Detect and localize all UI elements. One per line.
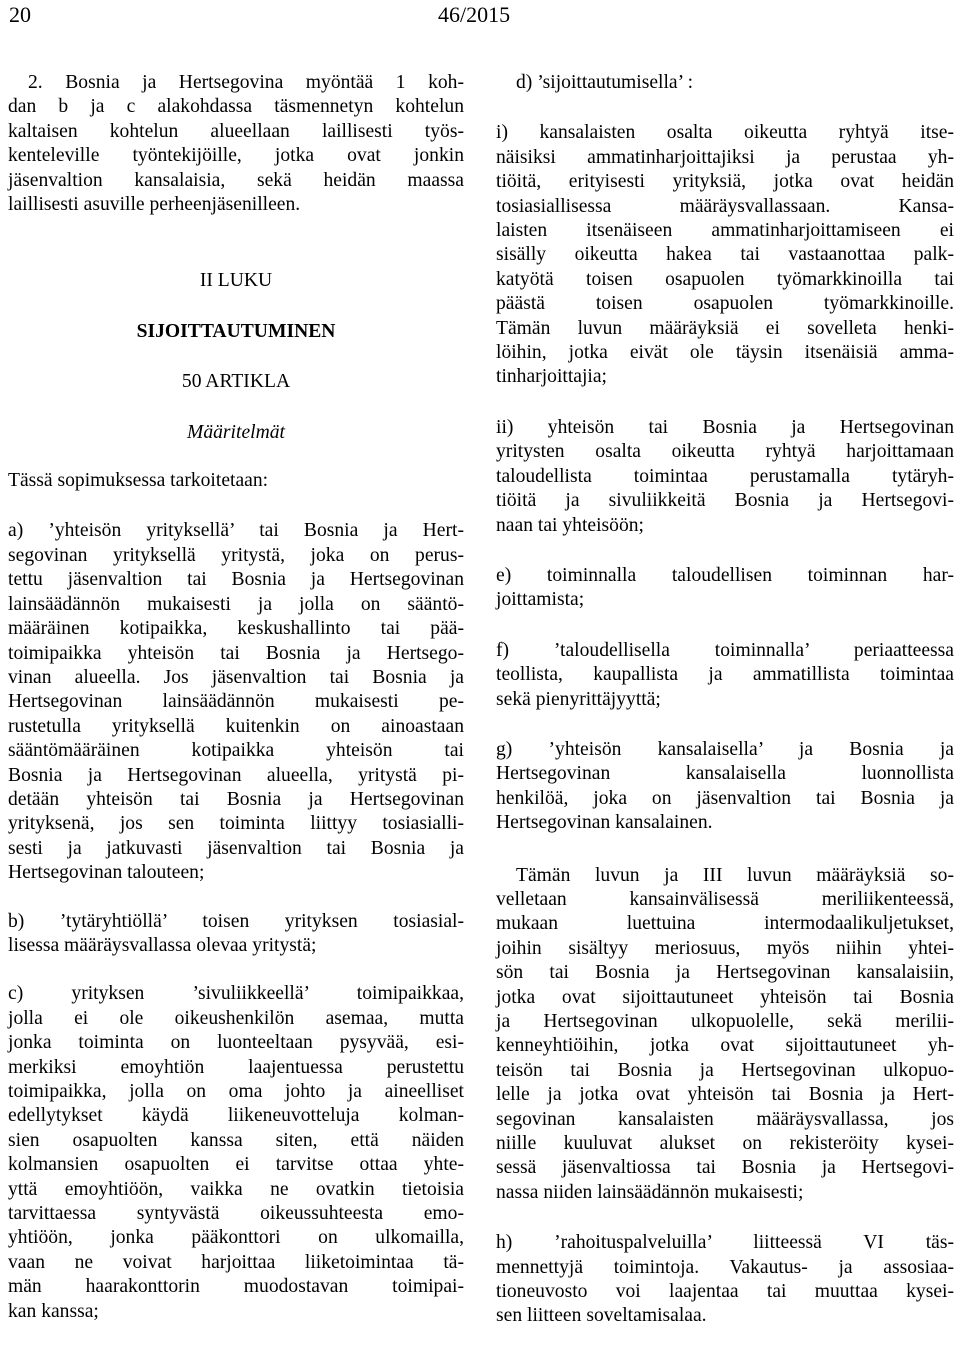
right-column — [496, 71, 954, 1329]
text-line: katyötä toisen osapuolen työmarkkinoilla tai — [496, 268, 954, 290]
text-line: e) toiminnalla taloudellisen toiminnan har- — [496, 564, 954, 586]
text-line: dan b ja c alakohdassa täsmennetyn kohtelun — [8, 96, 464, 118]
text-line: d) ’sijoittautumisella’ : — [516, 72, 694, 93]
publication-reference: 46/2015 — [438, 2, 511, 27]
item-e — [496, 564, 954, 613]
text-line: h) ’rahoituspalveluilla’ liitteessä VI täs- — [496, 1232, 954, 1254]
text-line: sisälly oikeutta hakea tai vastaanottaa palk- — [496, 244, 954, 266]
text-line: toimipaikka, jolla on oma johto ja aineelliset — [8, 1081, 464, 1102]
text-line: detään yhteisön tai Bosnia ja Hertsegovinan — [8, 788, 464, 810]
text-line: merkiksi emoyhtiön laajentuessa perustettu — [8, 1056, 464, 1078]
text-line: f) ’taloudellisella toiminnalla’ periaatteessa — [496, 639, 954, 661]
text-line: päästä toisen osapuolen työmarkkinoille. — [496, 293, 954, 315]
text-line: kenneyhtiöihin, jotka ovat sijoittautuneet yh- — [496, 1035, 954, 1057]
text-line: i) kansalaisten osalta oikeutta ryhtyä itse- — [496, 122, 954, 144]
text-line: tiöitä, erityisesti yrityksiä, jotka ovat heidän — [496, 171, 954, 193]
item-d-i — [496, 121, 954, 389]
text-line: a) ’yhteisön yrityksellä’ tai Bosnia ja Hert- — [8, 520, 464, 542]
chapter-heading: II LUKU — [199, 270, 273, 292]
text-line: lisessa määräysvallassa olevaa yritystä; — [8, 934, 317, 956]
text-line: sien osapuolten kanssa siten, että näiden — [8, 1129, 464, 1151]
text-line: Tässä sopimuksessa tarkoitetaan: — [8, 470, 269, 492]
text-line: kenteleville työntekijöille, jotka ovat jonkin — [8, 145, 464, 167]
text-line: laillisesti asuville perheenjäsenilleen. — [8, 194, 301, 216]
text-line: kolmansien osapuolten ei tarvitse ottaa yhte- — [8, 1154, 464, 1176]
text-line: sön tai Bosnia ja Hertsegovinan kansalaisiin, — [496, 962, 954, 984]
text-line: sessä jäsenvaltiossa tai Bosnia ja Hertsegovi- — [496, 1157, 954, 1179]
text-line: tioneuvosto voi laajentaa tai muuttaa kysei- — [496, 1281, 954, 1303]
text-line: teollista, kaupallista ja ammatillista toimintaa — [496, 664, 954, 686]
text-line: c) yrityksen ’sivuliikkeellä’ toimipaikkaa, — [8, 983, 464, 1005]
text-line: jonka toiminta on luonteeltaan pysyvää, esi- — [8, 1032, 464, 1054]
item-h — [496, 1231, 954, 1329]
text-line: Hertsegovinan kansalainen. — [496, 812, 713, 834]
maritime-paragraph — [496, 864, 954, 1206]
text-line: toimipaikka yhteisön tai Bosnia ja Hertsego- — [8, 642, 464, 664]
text-line: jäsenvaltion kansalaisia, sekä heidän maassa — [8, 169, 464, 191]
item-a — [8, 519, 464, 885]
text-line: vinan alueella. Jos jäsenvaltion tai Bosnia ja — [8, 666, 464, 688]
text-line: henkilöä, joka on jäsenvaltion tai Bosnia ja — [496, 787, 954, 809]
text-line: näisiksi ammatinharjoittajiksi ja perustaa yh- — [496, 146, 954, 168]
text-line: lainsäädännön mukaisesti ja jolla on sääntö- — [8, 593, 464, 615]
text-line: joihin sisältyy meriosuus, myös niihin yhtei- — [496, 937, 954, 959]
text-line: edellytykset käydä liikeneuvotteluja kolman- — [8, 1105, 464, 1127]
paragraph-2 — [8, 71, 464, 217]
text-line: velletaan kansainvälisessä meriliikenteessä, — [496, 888, 954, 910]
text-line: teisön tai Bosnia ja Hertsegovinan ulkopuo- — [496, 1059, 954, 1081]
text-line: niille kuuluvat alukset on rekisteröity kysei- — [496, 1133, 954, 1155]
item-g — [496, 738, 954, 836]
text-line: jotka ovat sijoittautuneet yhteisön tai Bosnia — [496, 986, 954, 1008]
intro-text — [8, 469, 464, 493]
text-line: segovinan yrityksellä yritystä, joka on perus- — [8, 544, 464, 566]
text-line: lelle ja jotka ovat yhteisön tai Bosnia ja Hert- — [496, 1084, 954, 1106]
text-line: män haarakonttorin muodostavan toimipai- — [8, 1276, 464, 1298]
text-line: yrityksenä, jos sen toiminta liittyy tosiasialli- — [8, 813, 464, 835]
text-line: tarvittaessa syntyvästä oikeussuhteesta emo- — [8, 1203, 464, 1225]
text-line: Tämän luvun määräyksiä ei sovelleta henki- — [496, 317, 954, 339]
text-line: kaltaisen kohtelun alueellaan laillisesti työs- — [8, 120, 464, 142]
text-line: Tämän luvun ja III luvun määräyksiä so- — [516, 864, 954, 886]
item-b — [8, 910, 464, 959]
article-heading: 50 ARTIKLA — [181, 371, 291, 393]
text-line: Hertsegovinan kansalaisella luonnollista — [496, 763, 954, 785]
text-line: ja Hertsegovinan ulkopuolelle, sekä merilii- — [496, 1011, 954, 1032]
item-d-ii — [496, 416, 954, 538]
text-line: tosiasiallisessa määräysvallassaan. Kansa- — [496, 195, 954, 217]
text-line: nassa niiden lainsäädännön mukaisesti; — [496, 1181, 804, 1203]
text-line: taloudellista toimintaa perustamalla tytäryh- — [496, 465, 954, 487]
text-line: määräinen kotipaikka, keskushallinto tai pää- — [8, 618, 464, 640]
text-line: b) ’tytäryhtiöllä’ toisen yrityksen tosiasial- — [8, 910, 464, 932]
text-line: joittamista; — [496, 589, 585, 611]
text-line: tiöitä ja sivuliikkeitä Bosnia ja Hertsegovi- — [496, 490, 954, 512]
text-line: vaan ne voivat harjoittaa liiketoimintaa tä- — [8, 1251, 464, 1273]
chapter-title: SIJOITTAUTUMINEN — [136, 320, 336, 342]
text-line: rustetulla yrityksellä kuitenkin on ainoastaan — [8, 715, 464, 737]
text-line: sesti ja jatkuvasti jäsenvaltion tai Bosnia ja — [8, 837, 464, 859]
text-line: löihin, jotka eivät ole täysin itsenäisiä amma- — [496, 342, 954, 364]
item-f — [496, 639, 954, 712]
item-c — [8, 982, 464, 1324]
text-line: mennettyjä toimintoja. Vakautus- ja assosiaa- — [496, 1256, 954, 1278]
left-column — [8, 71, 464, 1324]
text-line: naan tai yhteisöön; — [496, 514, 645, 536]
item-d — [496, 71, 954, 95]
text-line: Hertsegovinan talouteen; — [8, 862, 205, 884]
text-line: yhtiöön, jonka pääkonttori on ulkomailla, — [8, 1227, 464, 1249]
text-line: 2. Bosnia ja Hertsegovina myöntää 1 koh- — [28, 72, 464, 93]
text-line: laisten itsenäiseen ammatinharjoittamiseen ei — [496, 220, 954, 242]
text-line: kan kanssa; — [8, 1300, 99, 1322]
text-line: jolla ei ole oikeushenkilön asemaa, mutta — [8, 1007, 464, 1029]
text-line: g) ’yhteisön kansalaisella’ ja Bosnia ja — [496, 738, 954, 760]
text-line: ii) yhteisön tai Bosnia ja Hertsegovinan — [496, 416, 954, 438]
text-line: sen liitteen soveltamisalaa. — [496, 1305, 707, 1327]
text-line: segovinan kansalaisten määräysvallassa, jos — [496, 1108, 954, 1130]
text-line: tettu jäsenvaltion tai Bosnia ja Hertsegovinan — [8, 569, 464, 591]
text-line: Bosnia ja Hertsegovinan alueella, yritystä pi- — [8, 764, 464, 786]
text-line: yritysten osalta oikeutta ryhtyä harjoittamaan — [496, 441, 954, 463]
text-line: mukaan luettuina intermodaalikuljetukset, — [496, 913, 954, 935]
text-line: sekä pienyrittäjyyttä; — [496, 688, 661, 710]
article-title: Määritelmät — [187, 421, 285, 443]
page-number: 20 — [9, 2, 31, 27]
text-line: yttä emoyhtiöön, vaikka ne ovatkin tietoisia — [8, 1178, 464, 1200]
text-line: tinharjoittajia; — [496, 366, 607, 388]
text-line: sääntömääräinen kotipaikka yhteisön tai — [8, 740, 464, 762]
text-line: Hertsegovinan lainsäädännön mukaisesti pe- — [8, 691, 464, 713]
